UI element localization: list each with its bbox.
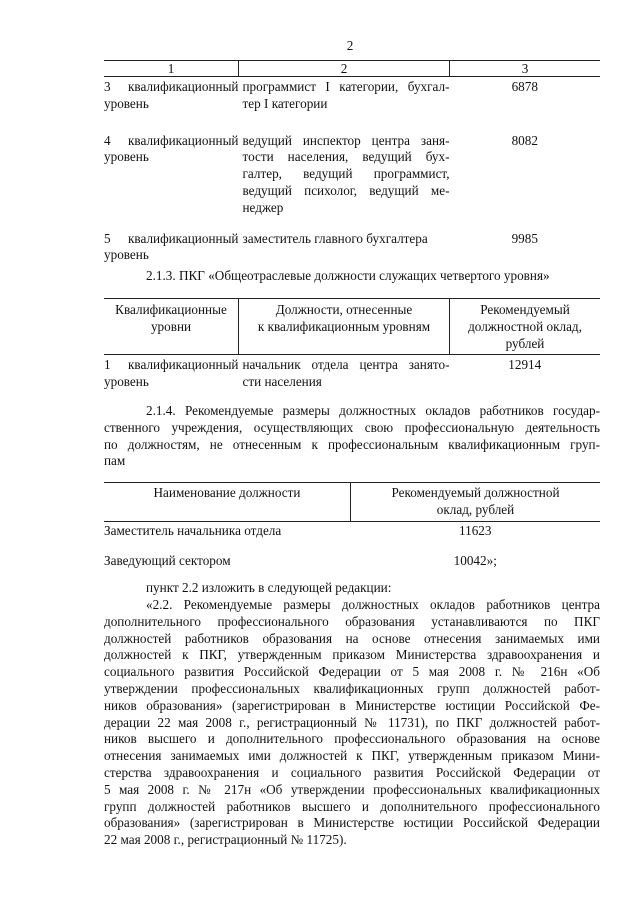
positions-cell: ведущий инспектор центра заня- тости населения, ведущий бух- галтер, ведущий программист, ведущий психолог, ведущий ме- неджер xyxy=(242,132,450,215)
positions-cell: начальник отдела центра занято- сти населения xyxy=(242,357,450,390)
table-header-row xyxy=(104,299,600,355)
position-name: Заместитель начальника отдела xyxy=(104,522,282,538)
table-row xyxy=(104,355,600,391)
column-header-levels: Квалификационные уровни xyxy=(104,299,239,355)
table-header-row xyxy=(104,61,600,77)
salary-cell: 9985 xyxy=(511,230,538,246)
qualification-level: 3 квалификационный уровень xyxy=(104,79,239,111)
column-header-3: 3 xyxy=(450,61,601,77)
qualification-level: 4 квалификационный уровень xyxy=(104,132,239,165)
section-heading-2-1-3: 2.1.3. ПКГ «Общеотраслевые должности служащих четвертого уровня» xyxy=(146,268,550,283)
column-header-1: 1 xyxy=(104,61,239,77)
column-header-positions: Должности, отнесенные к квалификационным уровням xyxy=(239,299,450,355)
column-header-salary: Рекомендуемый должностной оклад, рублей xyxy=(450,299,601,355)
salary-cell: 11623 xyxy=(459,522,492,538)
salary-cell: 8082 xyxy=(511,132,538,148)
salary-cell: 10042»; xyxy=(453,553,497,569)
table-pkg-continued xyxy=(104,60,600,265)
table-other-positions xyxy=(104,482,600,570)
positions-cell: программист I категории, бухгал- тер I категории xyxy=(242,79,450,111)
section-paragraph-2-1-4: 2.1.4. Рекомендуемые размеры должностных окладов работников государ- ственного учреждения, осуществляющих свою профессиональную деятельность по должностям, не отнесенным к профессиональным квалификационным груп- пам xyxy=(104,403,600,469)
column-header-position-name: Наименование должности xyxy=(104,483,351,522)
column-header-2: 2 xyxy=(239,61,450,77)
table-row xyxy=(104,77,600,131)
table-header-row xyxy=(104,483,600,522)
salary-cell: 6878 xyxy=(511,79,538,94)
qualification-level: 5 квалификационный уровень xyxy=(104,230,239,263)
point-2-2-intro: пункт 2.2 изложить в следующей редакции: xyxy=(146,580,392,595)
column-header-salary: Рекомендуемый должностной оклад, рублей xyxy=(351,483,601,522)
salary-cell: 12914 xyxy=(508,357,542,373)
table-row xyxy=(104,547,600,570)
table-row xyxy=(104,521,600,547)
position-name: Заведующий сектором xyxy=(104,553,231,569)
qualification-level: 1 квалификационный уровень xyxy=(104,357,239,390)
point-2-2-paragraph: «2.2. Рекомендуемые размеры должностных окладов работников центра дополнительного профессионального образования устанавливаются по ПКГ должностей работников образования на основе отнесения занимаемых ими должностей к ПКГ, утвержденным приказом Министерства здравоохранения и социального развития Российской Федерации от 5 мая 2008 г. № 216н «Об утверждении профессиональных квалификационных групп должностей работ- ников образования» (зарегистрирован в Министерстве юстиции Российской Фе- дерации 22 мая 2008 г., регистрационный № 11731), по ПКГ должностей работ- ников высшего и дополнительного профессионального образования на основе отнесения занимаемых ими должностей к ПКГ, утвержденным приказом Мини- стерства здравоохранения и социального развития Российской Федерации от 5 мая 2008 г. № 217н «Об утверждении профессиональных квалификационных групп должностей работников высшего и дополнительного профессионального образования» (зарегистрирован в Министерстве юстиции Российской Федерации 22 мая 2008 г., регистрационный № 11725). xyxy=(104,597,600,848)
table-row xyxy=(104,131,600,229)
positions-cell: заместитель главного бухгалтера xyxy=(242,230,428,246)
page-number: 2 xyxy=(346,38,354,53)
table-pkg-fourth-level xyxy=(104,298,600,391)
table-row xyxy=(104,229,600,265)
